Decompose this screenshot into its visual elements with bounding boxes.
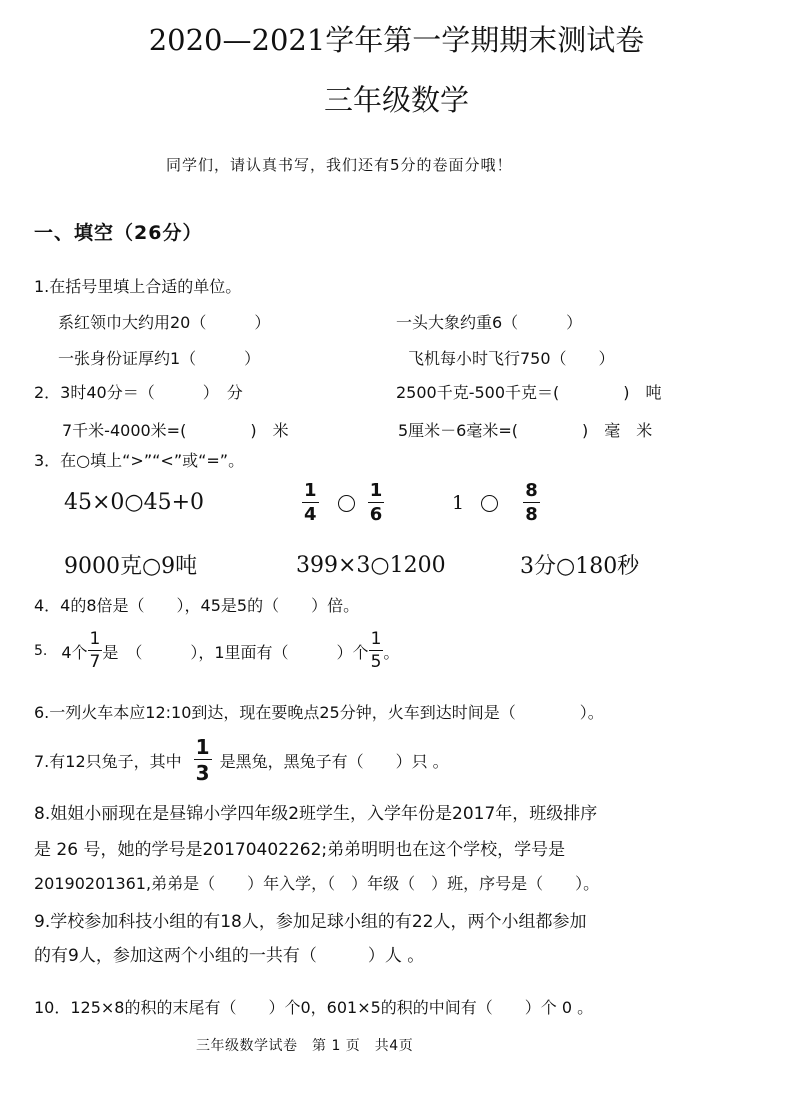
q2-item-d: 5厘米－6毫米=( ) 毫 米 — [398, 421, 653, 440]
compare-circle — [481, 495, 498, 512]
q3-fraction-eight-eighths: $\frac{8}{8}$ — [525, 480, 538, 525]
q1-item-c: 一张身份证厚约1（ ） — [58, 349, 261, 368]
q5-fraction-fifth: $\frac{1}{5}$ — [370, 629, 382, 672]
q6-text: 6.一列火车本应12:10到达，现在要晚点25分钟，火车到达时间是（ ）。 — [34, 703, 604, 722]
q3-stem: 3．在○填上“>”“<”或“=”。 — [34, 451, 245, 470]
q2-item-b: 2500千克-500千克＝( ) 吨 — [396, 383, 662, 402]
q3-fraction-sixth: $\frac{1}{6}$ — [369, 480, 383, 525]
q1-item-d: 飞机每小时飞行750（ ） — [408, 349, 615, 368]
q2-item-a: 2．3时40分＝（ ） 分 — [34, 383, 243, 402]
q3-compare-1: 45×0○45+0 — [64, 490, 205, 515]
q1-item-a: 系红领巾大约用20（ ） — [58, 313, 271, 332]
q1-stem: 1.在括号里填上合适的单位。 — [34, 277, 242, 296]
q2-item-c: 7千米-4000米=( ) 米 — [62, 421, 289, 440]
q3-compare-6: 3分○180秒 — [520, 554, 640, 579]
q1-item-b: 一头大象约重6（ ） — [396, 313, 583, 332]
q10-text: 10．125×8的积的末尾有（ ）个0，601×5的积的中间有（ ）个 0 。 — [34, 998, 594, 1017]
q9-line-2: 的有9人，参加这两个小组的一共有（ ）人 。 — [34, 946, 425, 966]
q3-compare-3: 1 $\frac{8}{8}$ — [452, 480, 538, 525]
page-footer: 三年级数学试卷 第 1 页 共4页 — [196, 1038, 414, 1054]
exam-subject: 三年级数学 — [323, 83, 469, 117]
q8-line-2: 是 26 号，她的学号是20170402262;弟弟明明也在这个学校，学号是 — [34, 840, 566, 860]
q3-compare-4: 9000克○9吨 — [64, 554, 198, 579]
section-heading-fill-blank: 一、填空（26分） — [34, 222, 203, 244]
q7-fraction-third: $\frac{1}{3}$ — [195, 735, 210, 785]
q8-line-1: 8.姐姐小丽现在是昼锦小学四年级2班学生，入学年份是2017年，班级排序 — [34, 804, 598, 824]
q5-line: 5. 4个 $\frac{1}{7}$ 是 （ ），1里面有（ ）个 $\frac{1}{5}$ 。 — [34, 629, 400, 672]
q3-fraction-quarter: $\frac{1}{4}$ — [304, 480, 317, 525]
exam-title: 2020—2021学年第一学期期末测试卷 — [148, 23, 645, 57]
q4-text: 4．4的8倍是（ ），45是5的（ ）倍。 — [34, 596, 360, 615]
q3-compare-5: 399×3○1200 — [296, 553, 446, 578]
compare-circle — [338, 495, 355, 512]
q7-line: 7.有12只兔子，其中 $\frac{1}{3}$ 是黑兔，黑兔子有（ ）只 。 — [34, 735, 449, 785]
q3-compare-2 — [302, 482, 384, 524]
notice-text: 同学们，请认真书写，我们还有5分的卷面分哦！ — [166, 156, 513, 174]
q5-fraction-seventh: $\frac{1}{7}$ — [89, 629, 101, 672]
q9-line-1: 9.学校参加科技小组的有18人，参加足球小组的有22人，两个小组都参加 — [34, 912, 587, 932]
q8-line-3: 20190201361,弟弟是（ ）年入学，（ ）年级（ ）班，序号是（ ）。 — [34, 874, 600, 893]
